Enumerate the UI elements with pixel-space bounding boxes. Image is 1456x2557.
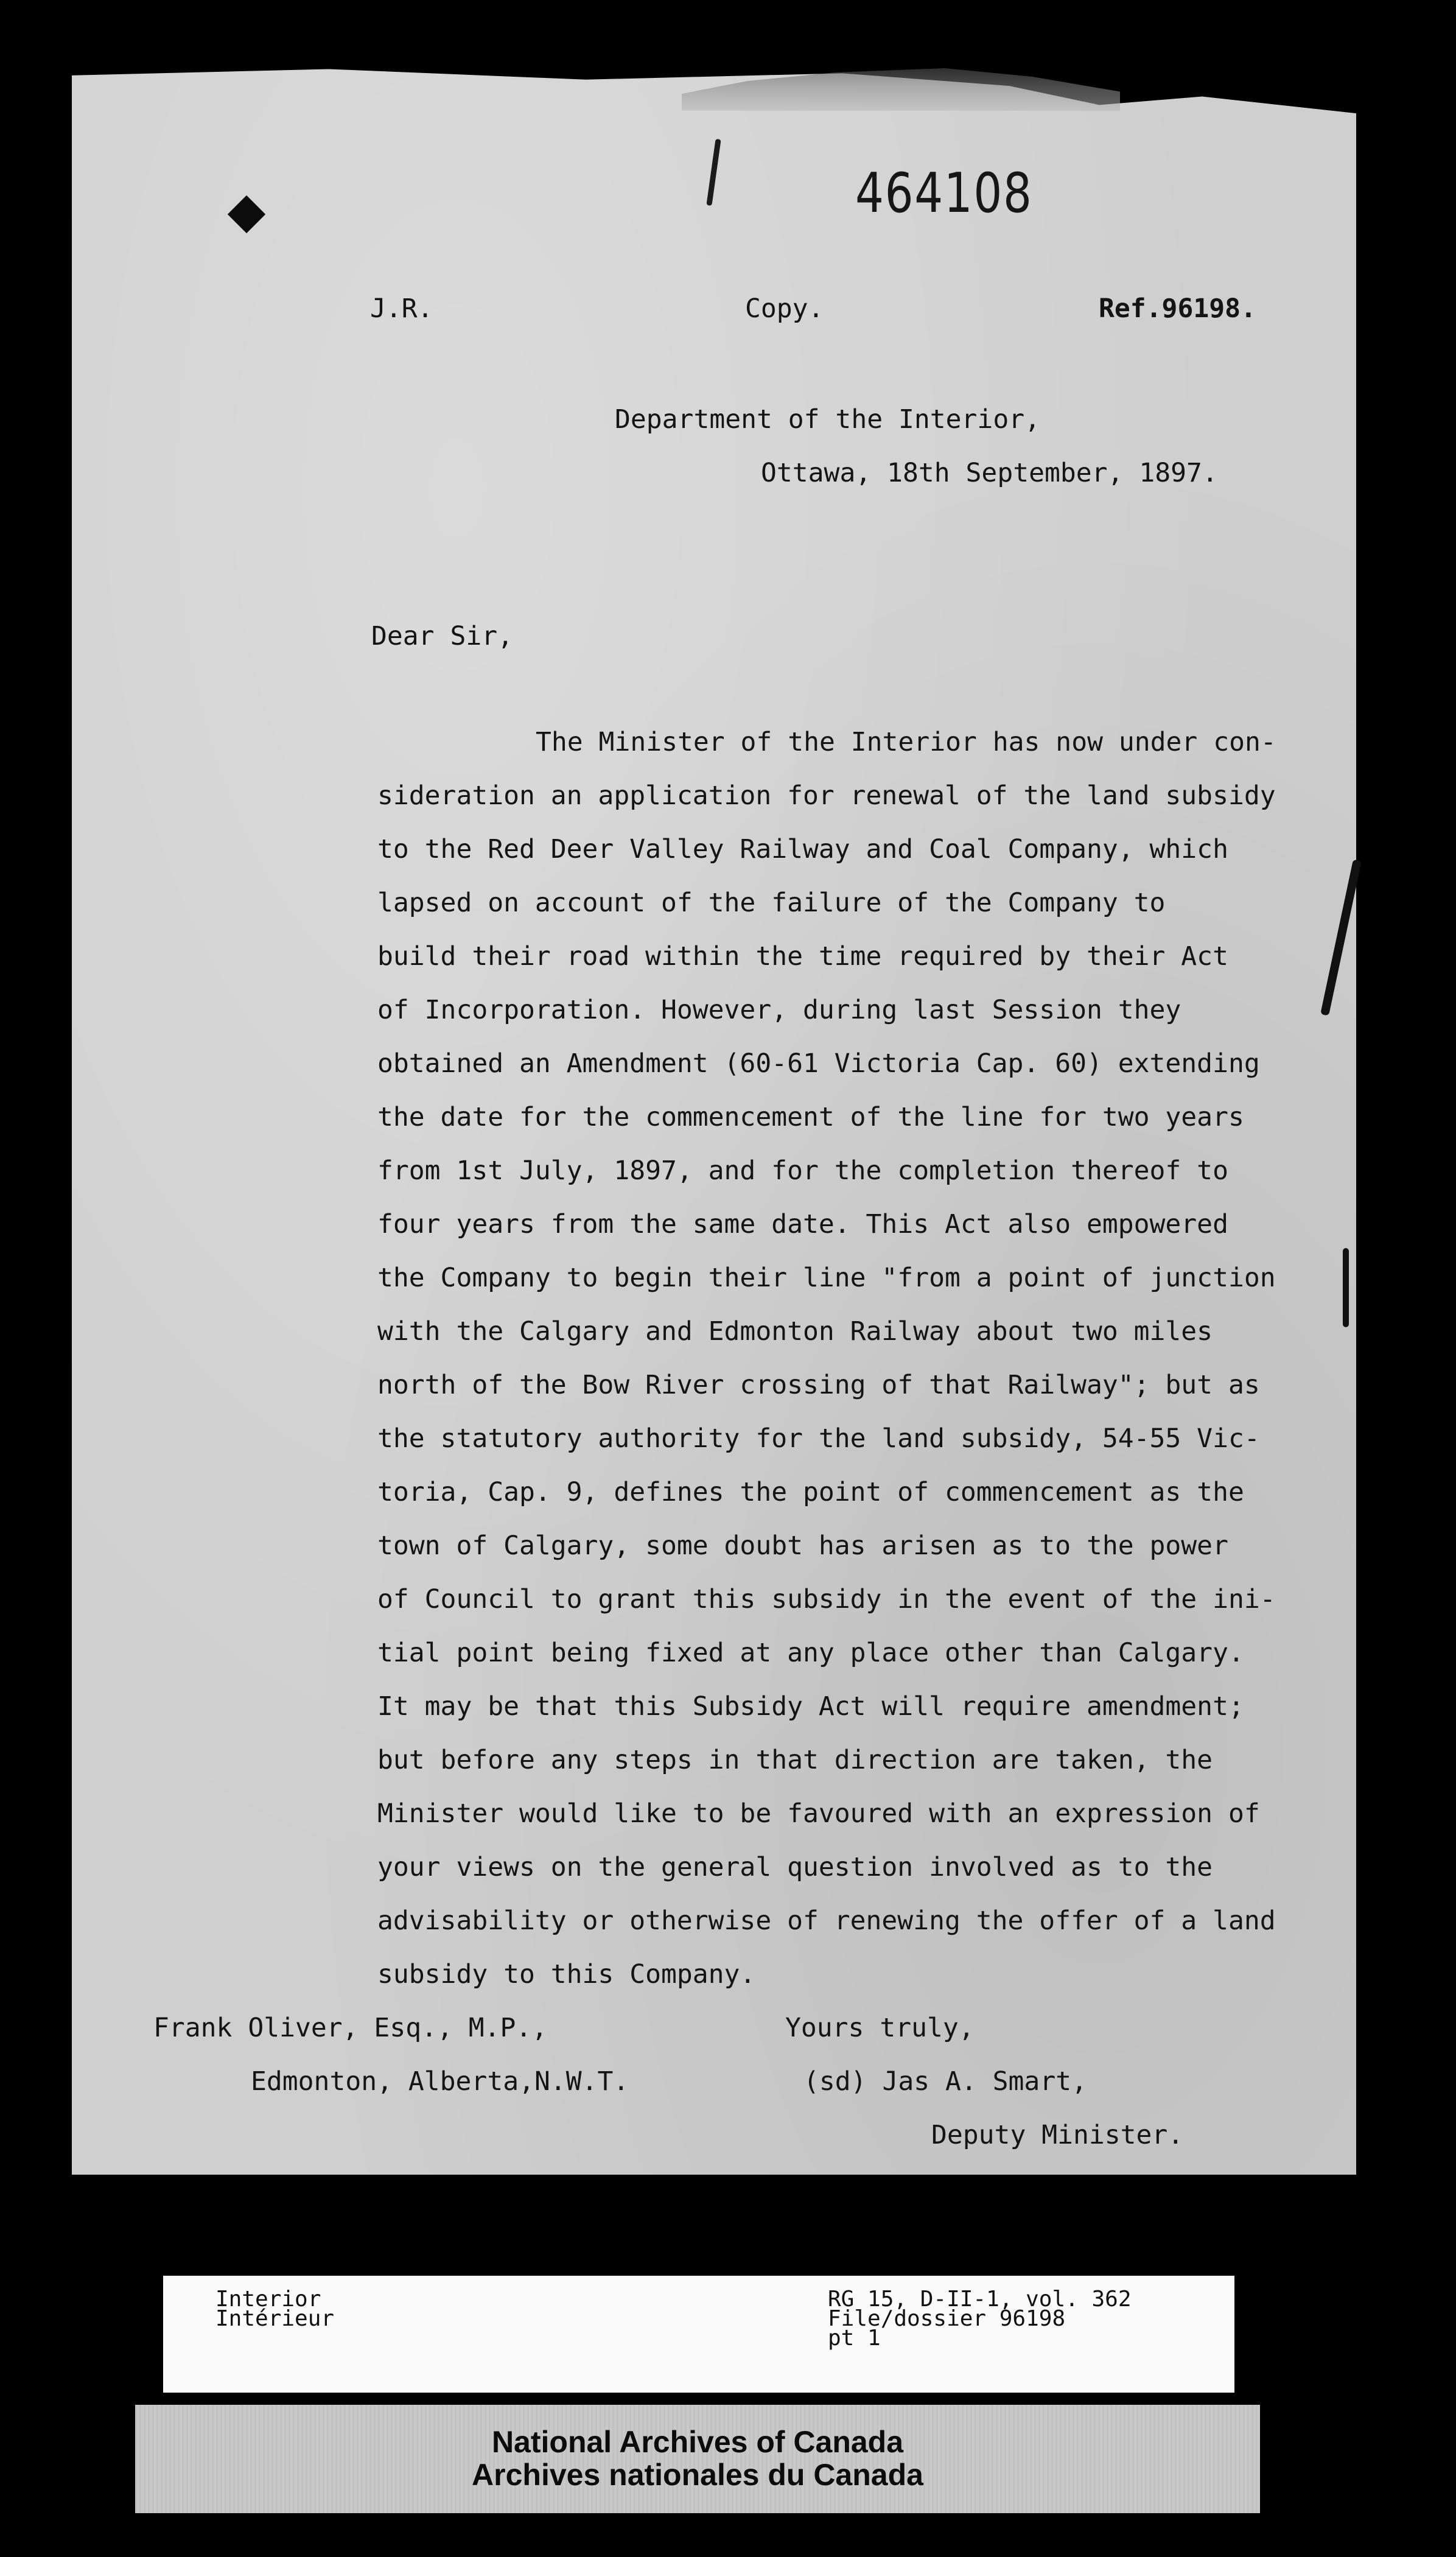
- body-line: the Company to begin their line "from a point of junction: [377, 1263, 1276, 1293]
- archives-banner: [135, 2405, 1260, 2513]
- closing-title: Deputy Minister.: [931, 2120, 1184, 2150]
- body-line: north of the Bow River crossing of that Railway"; but as: [377, 1370, 1260, 1400]
- header-initials: J.R.: [370, 293, 433, 324]
- sender-place-date: Ottawa, 18th September, 1897.: [761, 458, 1218, 488]
- body-line: tial point being fixed at any place other than Calgary.: [377, 1638, 1244, 1668]
- body-line: The Minister of the Interior has now under con-: [536, 727, 1276, 757]
- body-line: Minister would like to be favoured with an expression of: [377, 1798, 1260, 1829]
- binding-mark: [1343, 1248, 1349, 1327]
- closing-valediction: Yours truly,: [785, 2013, 975, 2043]
- body-line: obtained an Amendment (60-61 Victoria Cap. 60) extending: [377, 1048, 1260, 1079]
- body-line: lapsed on account of the failure of the Company to: [377, 888, 1166, 918]
- body-line: four years from the same date. This Act also empowered: [377, 1209, 1228, 1240]
- salutation: Dear Sir,: [371, 621, 513, 651]
- body-line: town of Calgary, some doubt has arisen as to the power: [377, 1531, 1228, 1561]
- body-line: toria, Cap. 9, defines the point of commencement as the: [377, 1477, 1244, 1507]
- body-line: the statutory authority for the land subsidy, 54-55 Vic-: [377, 1423, 1260, 1454]
- label-dept-fr: Intérieur: [215, 2306, 335, 2331]
- body-line: of Council to grant this subsidy in the event of the ini-: [377, 1584, 1276, 1615]
- addressee-name: Frank Oliver, Esq., M.P.,: [153, 2013, 548, 2043]
- closing-signature: (sd) Jas A. Smart,: [803, 2066, 1087, 2097]
- body-line: sideration an application for renewal of the land subsidy: [377, 780, 1276, 811]
- body-line: with the Calgary and Edmonton Railway about two miles: [377, 1316, 1213, 1347]
- body-line: It may be that this Subsidy Act will require amendment;: [377, 1691, 1244, 1722]
- body-line: of Incorporation. However, during last Session they: [377, 995, 1181, 1025]
- addressee-location: Edmonton, Alberta,N.W.T.: [251, 2066, 629, 2097]
- body-line: your views on the general question involved as to the: [377, 1852, 1213, 1882]
- label-ref-line1: RG 15, D-II-1, vol. 362: [828, 2287, 1132, 2312]
- label-dept-en: Interior: [215, 2287, 321, 2312]
- body-line: but before any steps in that direction are taken, the: [377, 1745, 1213, 1775]
- header-copy-label: Copy.: [745, 293, 824, 324]
- body-line: from 1st July, 1897, and for the completion thereof to: [377, 1156, 1228, 1186]
- torn-edge: [682, 68, 1120, 111]
- header-reference: Ref.96198.: [1099, 293, 1256, 324]
- archives-name-en: National Archives of Canada: [491, 2425, 904, 2459]
- body-line: advisability or otherwise of renewing the offer of a land: [377, 1906, 1276, 1936]
- body-line: subsidy to this Company.: [377, 1959, 756, 1990]
- sender-department: Department of the Interior,: [615, 404, 1040, 435]
- label-ref-line3: pt 1: [828, 2326, 881, 2351]
- archive-label: [163, 2276, 1234, 2393]
- label-ref-line2: File/dossier 96198: [828, 2306, 1066, 2331]
- body-line: the date for the commencement of the line for two years: [377, 1102, 1244, 1132]
- archives-name-fr: Archives nationales du Canada: [472, 2458, 923, 2492]
- file-number-stamp: 464108: [855, 161, 1033, 225]
- body-line: to the Red Deer Valley Railway and Coal Company, which: [377, 834, 1228, 865]
- body-line: build their road within the time required by their Act: [377, 941, 1228, 972]
